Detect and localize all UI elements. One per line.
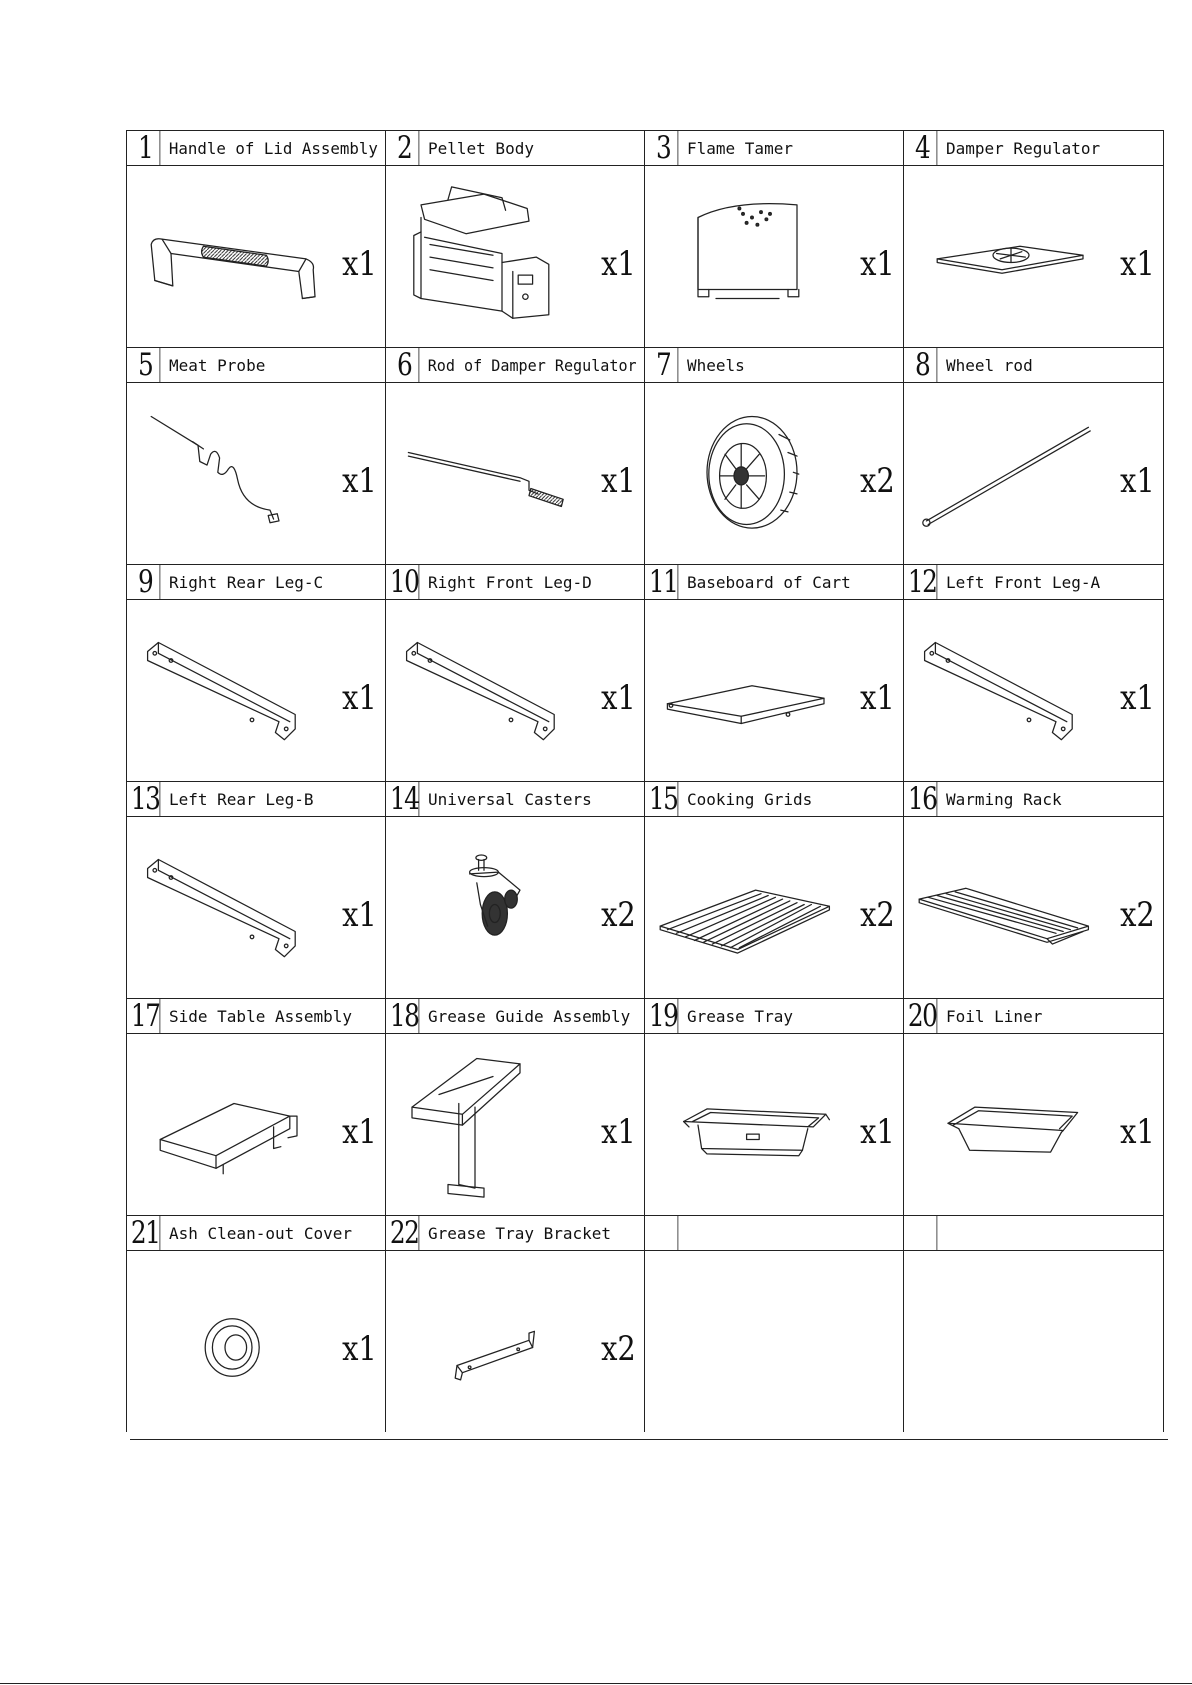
part-number: 21 bbox=[130, 1214, 160, 1251]
part-header-cell bbox=[904, 564, 1164, 600]
table-image-row bbox=[127, 817, 1165, 998]
part-name: Left Front Leg-A bbox=[946, 572, 1101, 592]
part-name: Baseboard of Cart bbox=[687, 572, 851, 592]
leg-icon bbox=[394, 612, 574, 772]
part-quantity: x1 bbox=[601, 244, 636, 284]
part-name: Left Rear Leg-B bbox=[169, 789, 314, 809]
part-image-cell bbox=[386, 166, 645, 347]
part-quantity: x2 bbox=[860, 895, 895, 935]
part-name: Warming Rack bbox=[946, 789, 1062, 809]
caster-icon bbox=[394, 829, 574, 989]
baseboard-icon bbox=[653, 612, 833, 772]
part-image-cell bbox=[645, 1034, 904, 1215]
part-name: Side Table Assembly bbox=[169, 1006, 353, 1026]
part-number: 20 bbox=[907, 997, 937, 1034]
part-number: 18 bbox=[389, 997, 419, 1034]
part-image-cell bbox=[386, 600, 645, 781]
part-name: Wheel rod bbox=[946, 355, 1033, 375]
part-image-cell bbox=[127, 600, 386, 781]
part-number: 15 bbox=[648, 780, 678, 817]
part-name bbox=[941, 1216, 946, 1250]
table-header-row bbox=[127, 347, 1165, 383]
part-quantity: x2 bbox=[601, 1329, 636, 1369]
part-image-cell bbox=[127, 1251, 386, 1432]
table-bottom-border bbox=[130, 1439, 1168, 1440]
part-header-cell bbox=[645, 564, 904, 600]
part-name: Grease Tray bbox=[687, 1006, 793, 1026]
part-quantity: x2 bbox=[601, 895, 636, 935]
ash-cover-icon bbox=[135, 1263, 315, 1423]
part-number: 13 bbox=[130, 780, 160, 817]
part-number: 14 bbox=[389, 780, 419, 817]
part-header-cell bbox=[386, 130, 645, 166]
part-header-cell bbox=[386, 347, 645, 383]
part-name: Rod of Damper Regulator bbox=[427, 355, 637, 375]
part-image-cell bbox=[386, 1034, 645, 1215]
table-header-row bbox=[127, 130, 1165, 166]
grease-tray-icon bbox=[653, 1046, 833, 1206]
part-number: 1 bbox=[131, 131, 161, 165]
part-image-cell bbox=[386, 383, 645, 564]
table-header-row bbox=[127, 998, 1165, 1034]
part-number bbox=[908, 1216, 938, 1250]
part-number: 19 bbox=[648, 997, 678, 1034]
cooking-grid-icon bbox=[653, 829, 833, 989]
part-image-cell bbox=[645, 817, 904, 998]
part-image-cell bbox=[904, 1251, 1164, 1432]
part-name: Ash Clean-out Cover bbox=[169, 1223, 353, 1243]
wheel-icon bbox=[653, 395, 833, 555]
part-quantity: x1 bbox=[342, 895, 377, 935]
part-quantity: x2 bbox=[1120, 895, 1155, 935]
part-number: 8 bbox=[908, 348, 938, 382]
part-name: Cooking Grids bbox=[687, 789, 813, 809]
table-image-row bbox=[127, 600, 1165, 781]
table-image-row bbox=[127, 1034, 1165, 1215]
part-quantity: x1 bbox=[342, 678, 377, 718]
part-image-cell bbox=[386, 1251, 645, 1432]
table-image-row bbox=[127, 383, 1165, 564]
part-number: 16 bbox=[907, 780, 937, 817]
part-number: 9 bbox=[131, 565, 161, 599]
part-header-cell bbox=[127, 1215, 386, 1251]
table-header-row bbox=[127, 1215, 1165, 1251]
table-header-row bbox=[127, 781, 1165, 817]
part-number: 5 bbox=[131, 348, 161, 382]
part-quantity: x1 bbox=[860, 1112, 895, 1152]
part-image-cell bbox=[904, 600, 1164, 781]
part-image-cell bbox=[904, 817, 1164, 998]
damper-regulator-icon bbox=[912, 178, 1092, 338]
part-quantity: x1 bbox=[860, 244, 895, 284]
part-image-cell bbox=[386, 817, 645, 998]
part-header-cell bbox=[386, 564, 645, 600]
part-name: Pellet Body bbox=[428, 138, 534, 158]
part-image-cell bbox=[645, 166, 904, 347]
part-quantity: x1 bbox=[342, 1112, 377, 1152]
part-header-cell bbox=[645, 781, 904, 817]
leg-icon bbox=[135, 829, 315, 989]
part-name: Handle of Lid Assembly bbox=[168, 138, 378, 158]
part-header-cell bbox=[904, 998, 1164, 1034]
part-header-cell bbox=[127, 998, 386, 1034]
table-image-row bbox=[127, 1251, 1165, 1432]
part-name bbox=[682, 1216, 687, 1250]
part-header-cell bbox=[645, 998, 904, 1034]
foil-liner-icon bbox=[912, 1046, 1092, 1206]
part-quantity: x1 bbox=[601, 1112, 636, 1152]
part-image-cell bbox=[127, 1034, 386, 1215]
part-quantity: x1 bbox=[1120, 678, 1155, 718]
part-quantity: x2 bbox=[860, 461, 895, 501]
part-quantity: x1 bbox=[342, 1329, 377, 1369]
pellet-body-icon bbox=[394, 178, 574, 338]
part-number: 12 bbox=[907, 563, 937, 600]
part-header-cell bbox=[904, 130, 1164, 166]
part-name: Right Front Leg-D bbox=[428, 572, 592, 592]
part-header-cell bbox=[386, 781, 645, 817]
grease-guide-icon bbox=[394, 1046, 574, 1206]
part-quantity: x1 bbox=[342, 461, 377, 501]
part-header-cell bbox=[127, 347, 386, 383]
part-header-cell bbox=[127, 130, 386, 166]
part-number bbox=[649, 1216, 679, 1250]
part-image-cell bbox=[904, 383, 1164, 564]
part-quantity: x1 bbox=[1120, 1112, 1155, 1152]
table-image-row bbox=[127, 166, 1165, 347]
leg-icon bbox=[912, 612, 1092, 772]
wheel-rod-icon bbox=[912, 395, 1092, 555]
part-number: 17 bbox=[130, 997, 160, 1034]
part-quantity: x1 bbox=[601, 461, 636, 501]
part-header-cell bbox=[386, 998, 645, 1034]
leg-icon bbox=[135, 612, 315, 772]
part-header-cell bbox=[904, 1215, 1164, 1251]
part-quantity: x1 bbox=[1120, 244, 1155, 284]
part-quantity: x1 bbox=[342, 244, 377, 284]
part-quantity: x1 bbox=[601, 678, 636, 718]
part-header-cell bbox=[127, 564, 386, 600]
part-image-cell bbox=[127, 383, 386, 564]
lid-handle-icon bbox=[135, 178, 315, 338]
part-image-cell bbox=[645, 1251, 904, 1432]
part-image-cell bbox=[645, 600, 904, 781]
part-name: Grease Guide Assembly bbox=[428, 1006, 631, 1026]
part-name: Wheels bbox=[687, 355, 745, 375]
part-number: 3 bbox=[649, 131, 679, 165]
part-header-cell bbox=[645, 130, 904, 166]
part-number: 7 bbox=[649, 348, 679, 382]
part-quantity: x1 bbox=[860, 678, 895, 718]
part-name: Foil Liner bbox=[946, 1006, 1043, 1026]
page-bottom-rule bbox=[0, 1683, 1192, 1684]
part-header-cell bbox=[904, 781, 1164, 817]
part-header-cell bbox=[386, 1215, 645, 1251]
table-header-row bbox=[127, 564, 1165, 600]
part-name: Universal Casters bbox=[428, 789, 592, 809]
part-name: Meat Probe bbox=[169, 355, 266, 375]
meat-probe-icon bbox=[135, 395, 315, 555]
part-name: Flame Tamer bbox=[687, 138, 793, 158]
flame-tamer-icon bbox=[653, 178, 833, 338]
part-number: 2 bbox=[390, 131, 420, 165]
part-name: Grease Tray Bracket bbox=[428, 1223, 612, 1243]
part-image-cell bbox=[645, 383, 904, 564]
part-number: 4 bbox=[908, 131, 938, 165]
part-image-cell bbox=[127, 817, 386, 998]
bracket-icon bbox=[394, 1263, 574, 1423]
part-number: 22 bbox=[389, 1214, 419, 1251]
side-table-icon bbox=[135, 1046, 315, 1206]
part-header-cell bbox=[127, 781, 386, 817]
part-header-cell bbox=[904, 347, 1164, 383]
parts-table bbox=[126, 130, 1165, 1432]
part-name: Damper Regulator bbox=[946, 138, 1101, 158]
part-image-cell bbox=[127, 166, 386, 347]
part-image-cell bbox=[904, 1034, 1164, 1215]
part-number: 11 bbox=[648, 563, 678, 600]
part-number: 6 bbox=[390, 348, 420, 382]
warming-rack-icon bbox=[912, 829, 1092, 989]
part-header-cell bbox=[645, 1215, 904, 1251]
part-number: 10 bbox=[389, 563, 419, 600]
part-quantity: x1 bbox=[1120, 461, 1155, 501]
damper-rod-icon bbox=[394, 395, 574, 555]
part-image-cell bbox=[904, 166, 1164, 347]
part-name: Right Rear Leg-C bbox=[169, 572, 324, 592]
part-header-cell bbox=[645, 347, 904, 383]
